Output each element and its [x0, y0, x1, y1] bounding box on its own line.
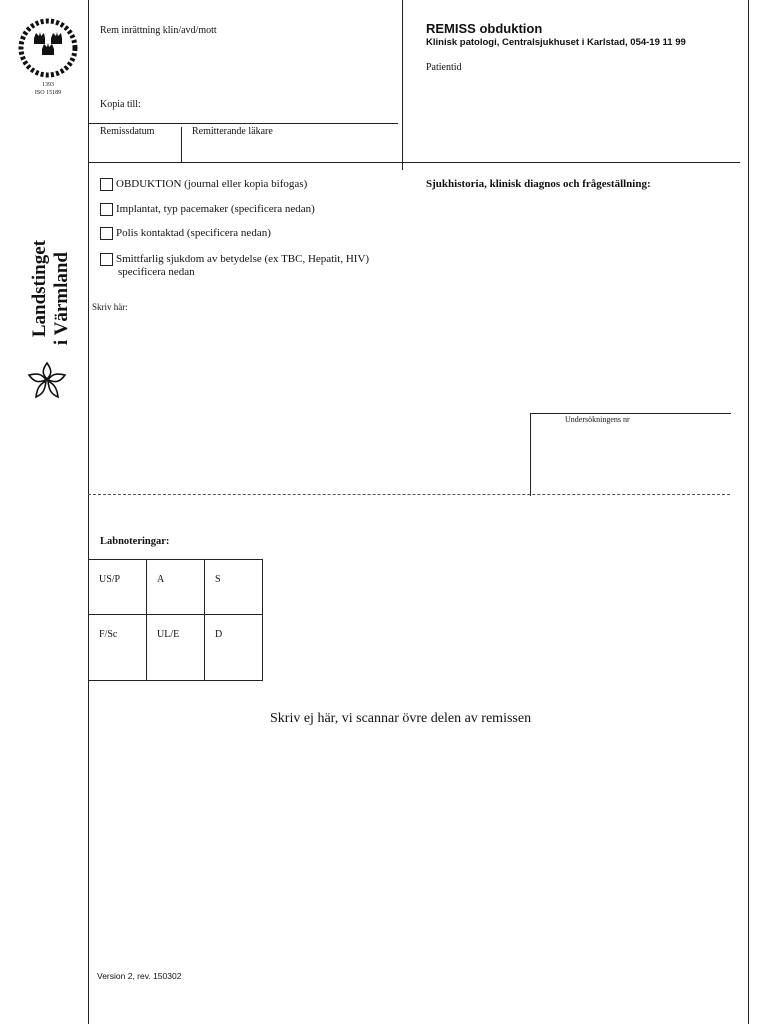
patient-label: Patientid	[426, 62, 462, 73]
infection-label-line2: specificera nedan	[118, 266, 195, 278]
header-bottom-line	[88, 162, 740, 163]
autopsy-checkbox[interactable]	[100, 178, 113, 191]
scan-limit-line	[88, 494, 730, 495]
police-checkbox[interactable]	[100, 227, 113, 240]
left-border	[88, 0, 89, 1024]
swedac-logo	[10, 14, 86, 80]
infection-checkbox[interactable]	[100, 253, 113, 266]
landsting-name-line1: Landstinget	[29, 240, 50, 338]
lab-cell-ule[interactable]: UL/E	[146, 614, 205, 681]
landsting-flower-icon	[26, 360, 68, 400]
implant-label: Implantat, typ pacemaker (specificera nedan)	[116, 203, 315, 215]
police-label: Polis kontaktad (specificera nedan)	[116, 227, 271, 239]
exam-box-top	[530, 413, 731, 414]
copy-label: Kopia till:	[100, 99, 141, 110]
lab-cell-a[interactable]: A	[146, 559, 205, 615]
implant-checkbox[interactable]	[100, 203, 113, 216]
infection-label: Smittfarlig sjukdom av betydelse (ex TBC, Hepatit, HIV)	[116, 253, 370, 265]
form-title: REMISS obduktion	[426, 21, 543, 36]
swedac-number: 1393	[42, 82, 54, 88]
lab-cell-fsc[interactable]: F/Sc	[88, 614, 147, 681]
lab-cell-s[interactable]: S	[204, 559, 263, 615]
landsting-name-line2: i Värmland	[51, 252, 72, 346]
date-label: Remissdatum	[100, 126, 155, 137]
lab-cell-usp[interactable]: US/P	[88, 559, 147, 615]
exam-box-left	[530, 413, 531, 496]
sender-label: Rem inrättning klin/avd/mott	[100, 25, 217, 36]
header-divider	[402, 0, 403, 170]
history-label: Sjukhistoria, klinisk diagnos och frågeställning:	[426, 178, 651, 190]
version-text: Version 2, rev. 150302	[97, 971, 182, 981]
form-subtitle: Klinisk patologi, Centralsjukhuset i Karlstad, 054-19 11 99	[426, 37, 686, 48]
autopsy-label: OBDUKTION (journal eller kopia bifogas)	[116, 178, 308, 190]
write-here-label: Skriv här:	[92, 302, 128, 312]
lab-cell-d[interactable]: D	[204, 614, 263, 681]
doctor-label: Remitterande läkare	[192, 126, 273, 137]
lab-notes-title: Labnoteringar:	[100, 536, 170, 547]
copy-divider	[88, 123, 398, 124]
date-divider	[181, 127, 182, 162]
right-border	[748, 0, 749, 1024]
exam-number-label: Undersökningens nr	[565, 415, 630, 424]
swedac-standard: ISO 15189	[34, 90, 62, 96]
scan-notice: Skriv ej här, vi scannar övre delen av remissen	[270, 711, 532, 726]
